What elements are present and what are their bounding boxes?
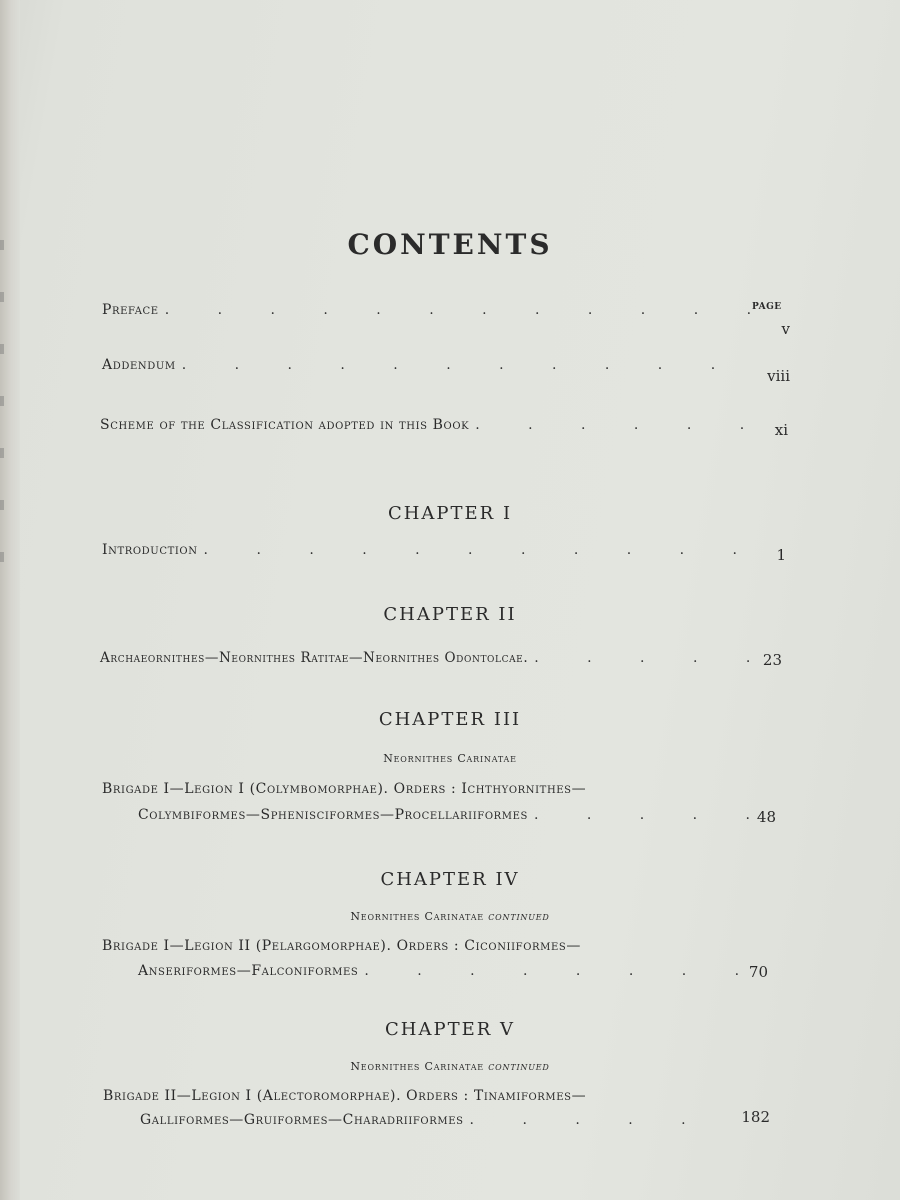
toc-entry-title: Archaeornithes—Neornithes Ratitae—Neornithes Odontolcae. xyxy=(100,650,529,666)
toc-entry-page: viii xyxy=(767,367,790,385)
toc-entry-line: Brigade II—Legion I (Alectoromorphae). Orders : Tinamiformes— xyxy=(103,1088,587,1104)
leader-dots xyxy=(534,650,757,666)
toc-entry-chapter-5 xyxy=(140,1110,770,1128)
subtitle-text: Neornithes Carinatae xyxy=(383,752,517,765)
toc-entry-title: Introduction xyxy=(102,542,198,558)
toc-entry-line: Brigade I—Legion I (Colymbomorphae). Orders : Ichthyornithes— xyxy=(102,781,587,797)
toc-entry-page: 48 xyxy=(756,808,776,826)
toc-entry-title: Preface xyxy=(102,302,159,318)
leader-dots xyxy=(475,417,769,433)
toc-entry-page: 182 xyxy=(741,1108,770,1126)
toc-entry-page: 23 xyxy=(762,651,782,669)
leader-dots xyxy=(165,302,776,318)
toc-entry-scheme xyxy=(100,415,788,439)
leader-dots xyxy=(534,807,751,823)
chapter-heading: CHAPTER V xyxy=(385,1019,515,1040)
leader-dots xyxy=(182,357,761,373)
toc-entry-chapter-4 xyxy=(138,961,768,979)
toc-entry-title: Colymbiformes—Sphenisciformes—Procellariiformes xyxy=(138,807,528,823)
toc-entry-chapter-1 xyxy=(102,540,786,564)
leader-dots xyxy=(364,963,743,979)
toc-entry-page: xi xyxy=(774,421,788,439)
chapter-subtitle xyxy=(0,752,900,765)
chapter-heading: CHAPTER II xyxy=(383,604,517,625)
chapter-heading: CHAPTER I xyxy=(387,503,513,524)
page-column-label: PAGE xyxy=(752,302,782,312)
page-title: CONTENTS xyxy=(347,228,553,261)
leader-dots xyxy=(204,542,771,558)
toc-entry-title: Addendum xyxy=(102,357,176,373)
toc-entry-page: 70 xyxy=(748,963,768,981)
toc-entry-addendum xyxy=(102,355,790,385)
toc-entry-title: Scheme of the Classification adopted in this Book xyxy=(100,417,470,433)
toc-entry-line: Brigade I—Legion II (Pelargomorphae). Orders : Ciconiiformes— xyxy=(102,938,581,954)
toc-entry-chapter-2 xyxy=(100,648,782,669)
toc-entry-title: Galliformes—Gruiformes—Charadriiformes xyxy=(140,1112,464,1128)
toc-entry-page: v xyxy=(781,320,790,338)
chapter-subtitle xyxy=(0,910,900,923)
chapter-subtitle xyxy=(0,1060,900,1073)
subtitle-italic: continued xyxy=(488,1060,550,1073)
subtitle-italic: continued xyxy=(488,910,550,923)
leader-dots xyxy=(470,1112,736,1128)
toc-entry-preface xyxy=(102,300,790,338)
subtitle-text: Neornithes Carinatae xyxy=(350,910,484,923)
toc-entry-title: Anseriformes—Falconiformes xyxy=(138,963,359,979)
subtitle-text: Neornithes Carinatae xyxy=(350,1060,484,1073)
chapter-heading: CHAPTER III xyxy=(378,709,522,730)
chapter-heading: CHAPTER IV xyxy=(380,869,520,890)
spine-marks xyxy=(0,240,12,604)
toc-entry-page: 1 xyxy=(776,546,786,564)
toc-entry-chapter-3 xyxy=(138,805,776,826)
